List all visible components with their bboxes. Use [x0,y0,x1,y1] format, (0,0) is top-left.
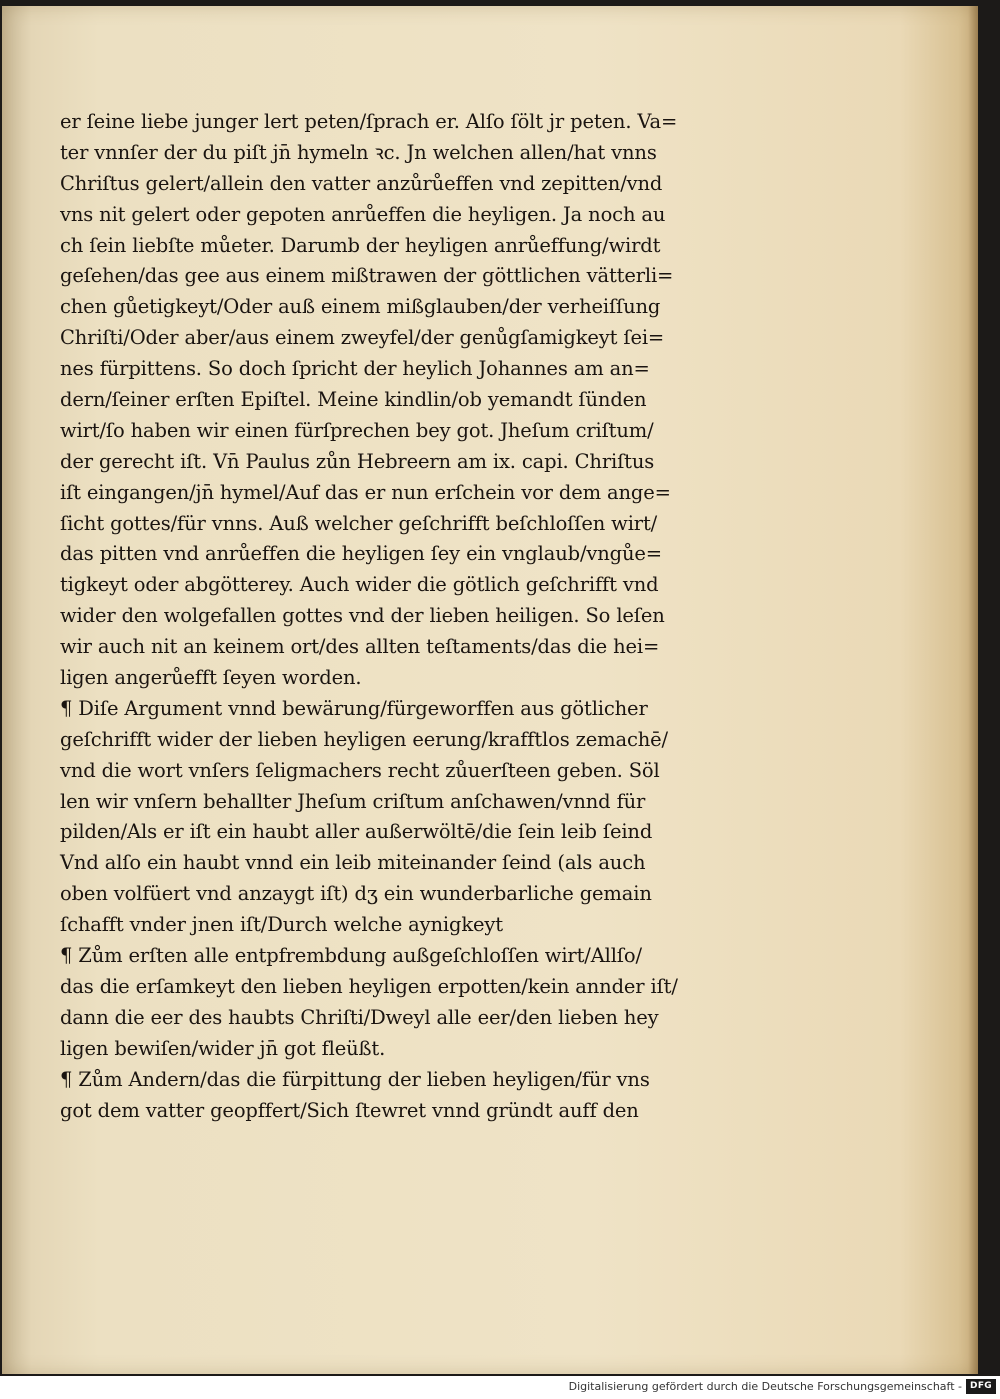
text-line: ¶ Zům erſten alle entpfrembdung außgeſchloſſen wirt/Allſo/ [60,944,642,968]
text-line: ¶ Diſe Argument vnnd bewärung/fürgeworffen aus götlicher [60,696,648,720]
text-line: ſicht gottes/für vnns. Auß welcher geſchrifft beſchloſſen wirt/ [60,511,658,535]
text-line: pilden/Als er iſt ein haubt aller außerwöltē/die ſein leib ſeind [60,820,653,844]
footer-bar [0,1376,1000,1399]
text-line: Chriſti/Oder aber/aus einem zweyfel/der genůgſamigkeyt ſei= [60,326,665,350]
text-line: wider den wolgefallen gottes vnd der lieben heiligen. So leſen [60,604,665,628]
text-line: tigkeyt oder abgötterey. Auch wider die götlich geſchrifft vnd [60,573,659,597]
page-edge-shadow [968,6,978,1374]
text-line: nes fürpittens. So doch ſpricht der heylich Johannes am an= [60,357,650,381]
text-line: oben volfüert vnd anzaygt iſt) dʒ ein wunderbarliche gemain [60,882,652,906]
funding-credit: Digitalisierung gefördert durch die Deutsche Forschungsgemeinschaft - [568,1380,962,1393]
text-line: ligen angerůefft ſeyen worden. [60,666,362,690]
text-line: ¶ Zům Andern/das die fürpittung der lieben heyligen/für vns [60,1067,650,1091]
text-line: das die erſamkeyt den lieben heyligen erpotten/kein annder iſt/ [60,974,678,998]
text-line: ter vnnſer der du piſt jn̄ hymeln ꝛc. Jn welchen allen/hat vnns [60,140,657,164]
text-line: chen gůetigkeyt/Oder auß einem mißglauben/der verheiſſung [60,295,661,319]
text-line: ligen bewiſen/wider jn̄ got fleüßt. [60,1036,386,1060]
text-line: got dem vatter geopffert/Sich ſtewret vnnd gründt auff den [60,1098,639,1122]
text-line: der gerecht iſt. Vn̄ Paulus zůn Hebreern am ix. capi. Chriſtus [60,449,655,473]
dfg-logo: DFG [966,1379,996,1394]
text-line: Chriſtus gelert/allein den vatter anzůrůeffen vnd zepitten/vnd [60,171,663,195]
text-line: das pitten vnd anrůeffen die heyligen ſey ein vnglaub/vngůe= [60,542,662,566]
book-page [2,6,978,1374]
text-line: dann die eer des haubts Chriſti/Dweyl alle eer/den lieben hey [60,1005,659,1029]
text-line: geſehen/das gee aus einem mißtrawen der göttlichen vätterli= [60,264,674,288]
text-line: dern/ſeiner erſten Epiſtel. Meine kindlin/ob yemandt ſünden [60,388,647,412]
text-line: geſchrifft wider der lieben heyligen eerung/krafftlos zemachē/ [60,727,668,751]
text-line: iſt eingangen/jn̄ hymel/Auf das er nun erſchein vor dem ange= [60,480,671,504]
text-line: wirt/ſo haben wir einen fürſprechen bey got. Jheſum criſtum/ [60,418,654,442]
text-line: ch ſein liebſte můeter. Darumb der heyligen anrůeffung/wirdt [60,233,661,257]
text-line: er ſeine liebe junger lert peten/ſprach er. Alſo ſölt jr peten. Va= [60,110,678,133]
text-line: ſchafft vnder jnen iſt/Durch welche aynigkeyt [60,913,503,937]
text-line: vnd die wort vnſers ſeligmachers recht zůuerſteen geben. Söl [60,758,660,782]
text-line: vns nit gelert oder gepoten anrůeffen die heyligen. Ja noch au [60,202,666,226]
text-line: len wir vnſern behallter Jheſum criſtum anſchawen/vnnd für [60,789,646,813]
text-line: Vnd alſo ein haubt vnnd ein leib miteinander ſeind (als auch [60,851,646,875]
blackletter-text-block [60,107,780,1126]
text-line: wir auch nit an keinem ort/des allten teſtaments/das die hei= [60,635,660,659]
